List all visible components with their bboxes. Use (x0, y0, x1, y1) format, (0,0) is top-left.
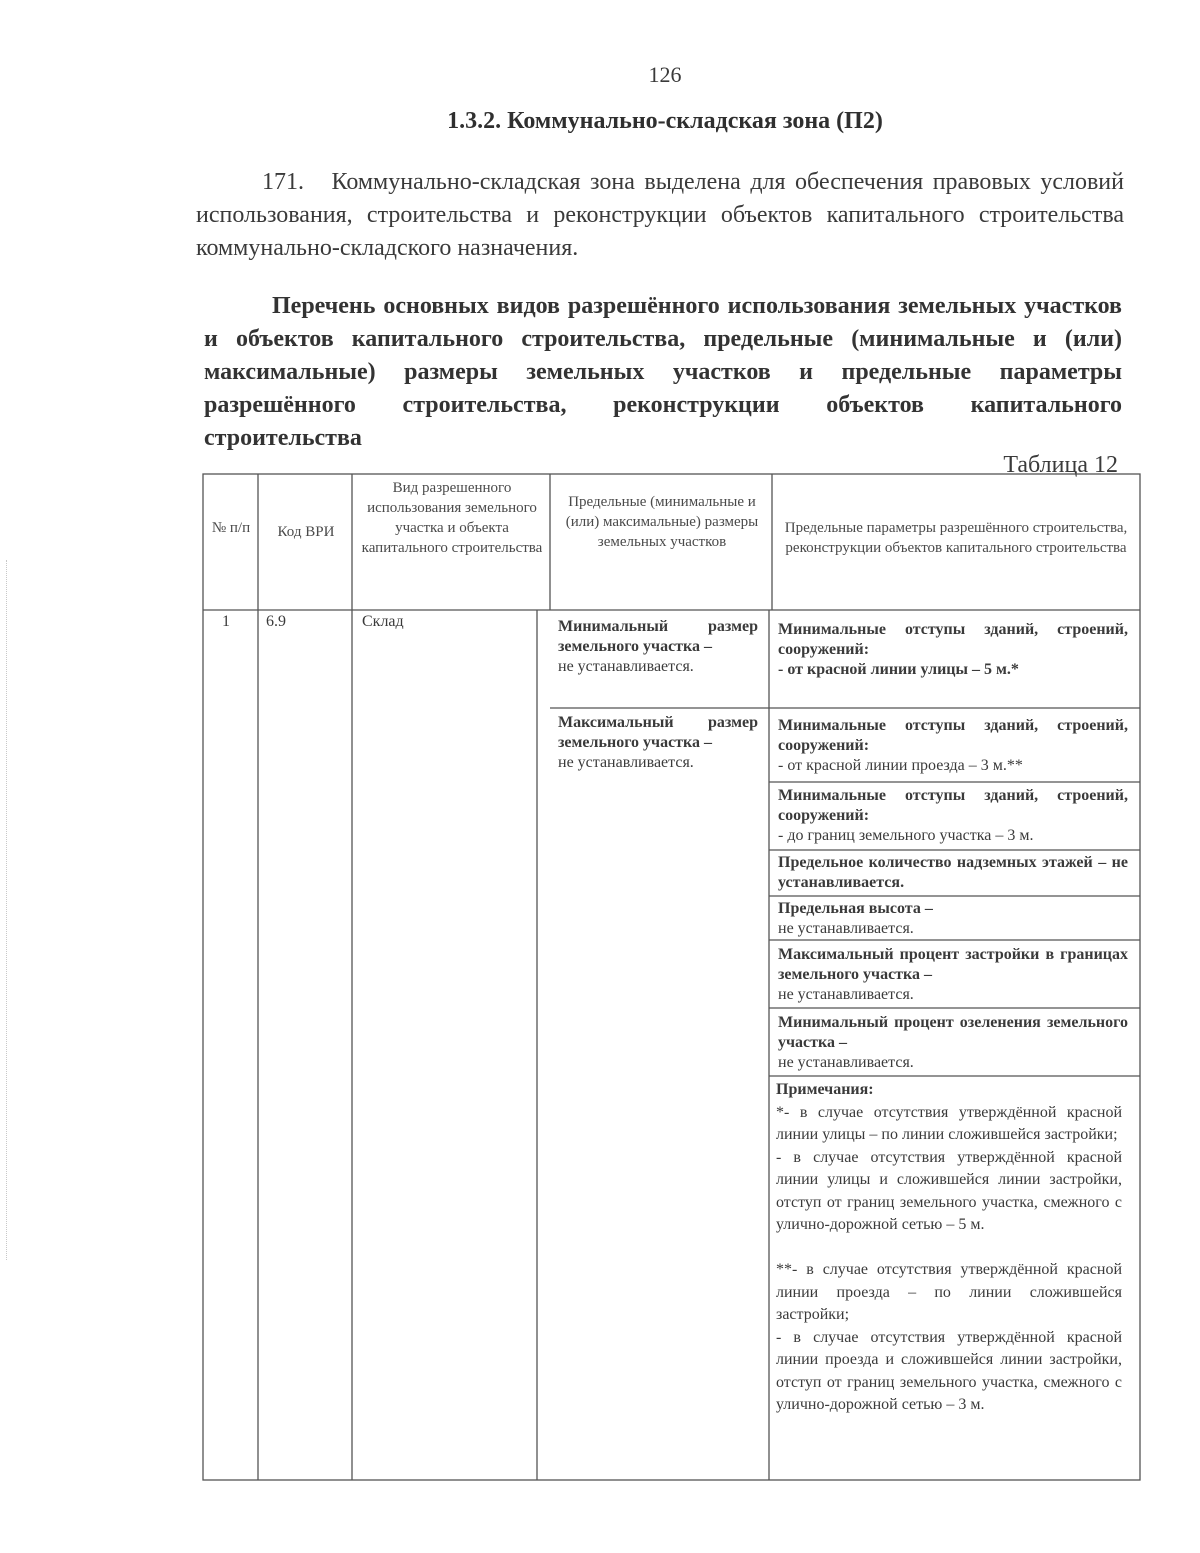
page-number: 126 (648, 62, 682, 87)
section-title: 1.3.2. Коммунально-складская зона (П2) (447, 108, 883, 134)
note-item: *- в случае отсутствия утверждённой красной линии улицы – по линии сложившейся застройки; (776, 1103, 1122, 1143)
scan-margin-line (6, 560, 8, 1260)
intro-paragraph (196, 166, 1124, 265)
row-num: 1 (222, 613, 230, 630)
param-value: - до границ земельного участка – 3 м. (778, 827, 1034, 844)
row-kind: Склад (362, 613, 404, 630)
param-title: Максимальный процент застройки в границах земельного участка – (778, 946, 1128, 983)
param-value: - от красной линии улицы – 5 м.* (778, 661, 1019, 678)
paragraph-number: 171. (262, 169, 304, 195)
header-params: Предельные параметры разрешённого строительства, реконструкции объектов капитального строительства (784, 520, 1128, 556)
param-title: Минимальный процент озеленения земельного участка – (778, 1014, 1128, 1051)
max-size-title: Максимальный размер земельного участка – (558, 714, 758, 751)
param-greening (778, 1013, 1128, 1073)
param-title: Минимальные отступы зданий, строений, сооружений: (778, 787, 1128, 824)
table-label: Таблица 12 (1003, 452, 1118, 478)
row-code: 6.9 (266, 613, 286, 630)
note-item: **- в случае отсутствия утверждённой красной линии проезда – по линии сложившейся застройки; (776, 1261, 1122, 1323)
max-size-cell (558, 713, 758, 773)
param-title: Минимальные отступы зданий, строений, сооружений: (778, 717, 1128, 754)
min-size-title: Минимальный размер земельного участка – (558, 618, 758, 655)
param-title: Минимальные отступы зданий, строений, сооружений: (778, 621, 1128, 658)
header-code: Код ВРИ (277, 524, 335, 540)
param-coverage (778, 945, 1128, 1005)
param-value: - от красной линии проезда – 3 м.** (778, 757, 1023, 774)
param-value: не устанавливается. (778, 986, 914, 1003)
min-size-cell (558, 617, 758, 677)
param-value: не устанавливается. (778, 1054, 914, 1071)
param-floors (778, 853, 1128, 893)
notes-title: Примечания: (776, 1081, 874, 1098)
param-title: Предельное количество надземных этажей – не устанавливается. (778, 854, 1128, 891)
param-street-setback (778, 620, 1128, 680)
param-boundary-setback (778, 786, 1128, 846)
min-size-value: не устанавливается. (558, 658, 694, 675)
header-kind: Вид разрешенного использования земельного участка и объекта капитального строительства (361, 480, 543, 556)
list-title (204, 290, 1122, 455)
param-title: Предельная высота – (778, 900, 933, 917)
note-item: - в случае отсутствия утверждённой красной линии проезда и сложившейся линии застройки, отступ от границ земельного участка, смежного с улично-дорожной сетью – 3 м. (776, 1328, 1122, 1413)
header-sizes: Предельные (минимальные и (или) максимальные) размеры земельных участков (565, 494, 759, 550)
notes-cell (776, 1079, 1122, 1417)
param-height (778, 899, 1128, 939)
header-num: № п/п (211, 520, 251, 536)
param-value: не устанавливается. (778, 920, 914, 937)
list-title-text: Перечень основных видов разрешённого использования земельных участков и объектов капитального строительства, предельные (минимальные и (или) максимальные) размеры земельных участков и предельные параметры разрешённого строительства, реконструкции объектов капитального строительства (204, 293, 1122, 451)
max-size-value: не устанавливается. (558, 754, 694, 771)
note-item: - в случае отсутствия утверждённой красной линии улицы и сложившейся линии застройки, отступ от границ земельного участка, смежного с улично-дорожной сетью – 5 м. (776, 1148, 1122, 1233)
paragraph-text: Коммунально-складская зона выделена для обеспечения правовых условий использования, строительства и реконструкции объектов капитального строительства коммунально-складского назначения. (196, 169, 1124, 261)
param-driveway-setback (778, 716, 1128, 776)
